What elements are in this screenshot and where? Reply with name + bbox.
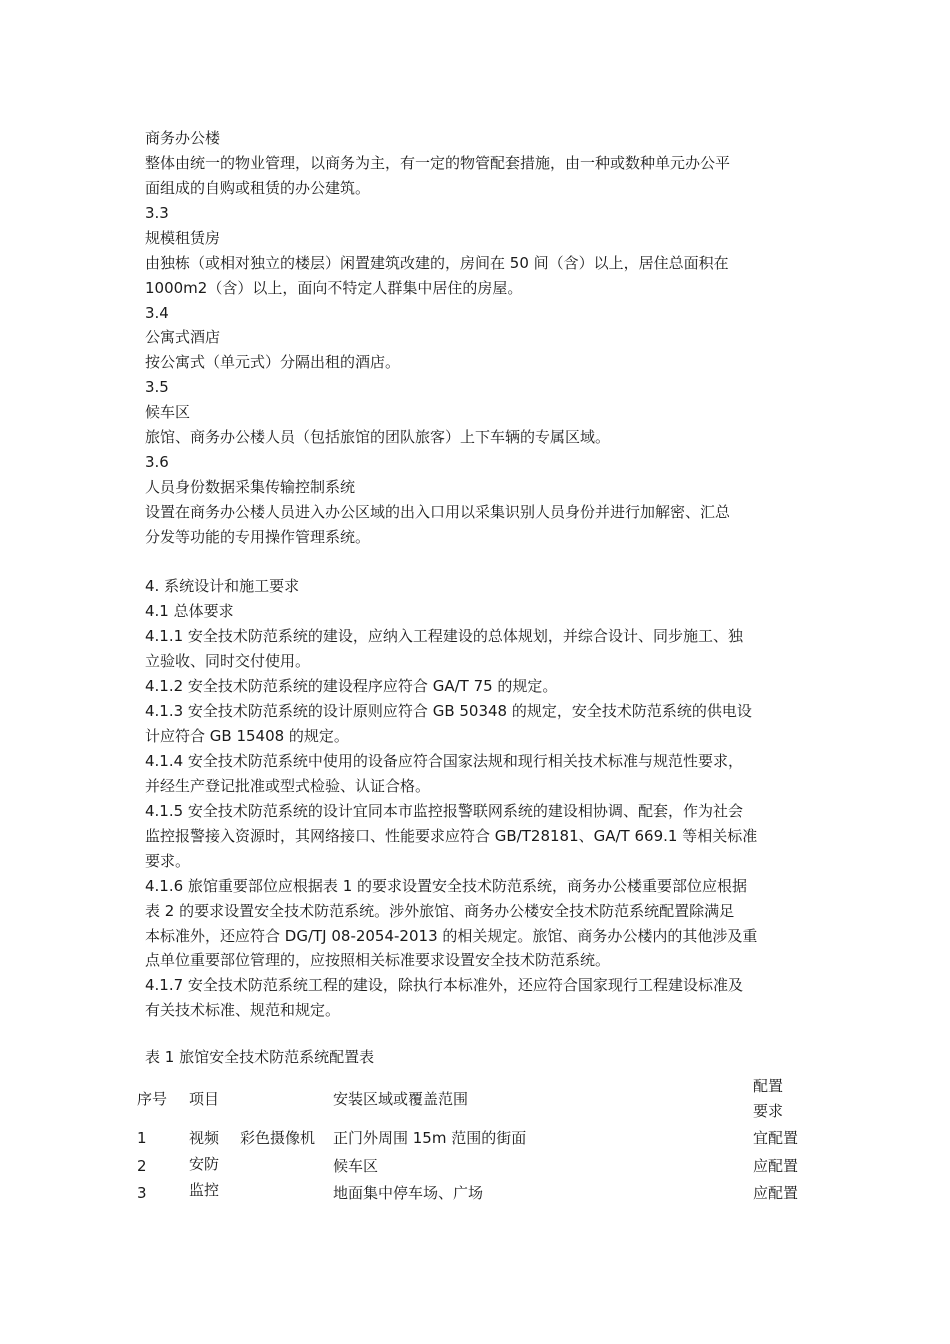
paragraph-line: 1000m2（含）以上，面向不特定人群集中居住的房屋。 — [145, 279, 523, 297]
paragraph-line: 设置在商务办公楼人员进入办公区域的出入口用以采集识别人员身份并进行加解密、汇总 — [145, 503, 731, 521]
header-area: 安装区域或覆盖范围 — [333, 1090, 469, 1108]
term-title: 公寓式酒店 — [145, 328, 221, 346]
clause-line: 要求。 — [145, 852, 191, 870]
row-requirement: 宜配置 — [753, 1129, 799, 1147]
header-item: 项目 — [189, 1090, 220, 1108]
table-caption: 表 1 旅馆安全技术防范系统配置表 — [145, 1048, 375, 1066]
clause-line: 表 2 的要求设置安全技术防范系统。涉外旅馆、商务办公楼安全技术防范系统配置除满足 — [145, 902, 735, 920]
row-seq: 1 — [137, 1129, 147, 1147]
clause-line: 4.1.3 安全技术防范系统的设计原则应符合 GB 50348 的规定，安全技术防范系统的供电设 — [145, 702, 752, 720]
paragraph-line: 面组成的自购或租赁的办公建筑。 — [145, 179, 371, 197]
paragraph-line: 分发等功能的专用操作管理系统。 — [145, 528, 371, 546]
category-cell: 视频 — [189, 1129, 220, 1147]
clause-line: 点单位重要部位管理的，应按照相关标准要求设置安全技术防范系统。 — [145, 951, 611, 969]
term-title: 规模租赁房 — [145, 229, 221, 247]
header-seq: 序号 — [137, 1090, 168, 1108]
chapter-heading: 4. 系统设计和施工要求 — [145, 577, 300, 595]
row-area: 地面集中停车场、广场 — [333, 1184, 484, 1202]
header-requirement: 配置 — [753, 1077, 784, 1095]
row-area: 正门外周围 15m 范围的街面 — [333, 1129, 527, 1147]
clause-line: 4.1.1 安全技术防范系统的建设，应纳入工程建设的总体规划，并综合设计、同步施工、独 — [145, 627, 743, 645]
clause-line: 并经生产登记批准或型式检验、认证合格。 — [145, 777, 431, 795]
row-requirement: 应配置 — [753, 1184, 799, 1202]
paragraph-line: 由独栋（或相对独立的楼层）闲置建筑改建的，房间在 50 间（含）以上，居住总面积在 — [145, 254, 729, 272]
clause-line: 有关技术标准、规范和规定。 — [145, 1001, 341, 1019]
row-area: 候车区 — [333, 1157, 379, 1175]
clause-line: 计应符合 GB 15408 的规定。 — [145, 727, 349, 745]
section-number: 3.6 — [145, 453, 169, 471]
paragraph-line: 按公寓式（单元式）分隔出租的酒店。 — [145, 353, 401, 371]
section-number: 3.3 — [145, 204, 169, 222]
section-number: 3.5 — [145, 378, 169, 396]
row-seq: 2 — [137, 1157, 147, 1175]
clause-line: 4.1.2 安全技术防范系统的建设程序应符合 GA/T 75 的规定。 — [145, 677, 558, 695]
section-number: 3.4 — [145, 304, 169, 322]
paragraph-line: 整体由统一的物业管理，以商务为主，有一定的物管配套措施，由一种或数种单元办公平 — [145, 154, 731, 172]
clause-line: 监控报警接入资源时，其网络接口、性能要求应符合 GB/T28181、GA/T 669.1 等相关标准 — [145, 827, 758, 845]
paragraph-line: 旅馆、商务办公楼人员（包括旅馆的团队旅客）上下车辆的专属区域。 — [145, 428, 611, 446]
clause-line: 4.1.6 旅馆重要部位应根据表 1 的要求设置安全技术防范系统，商务办公楼重要部位应根据 — [145, 877, 748, 895]
clause-line: 立验收、同时交付使用。 — [145, 652, 311, 670]
clause-line: 4.1.5 安全技术防范系统的设计宜同本市监控报警联网系统的建设相协调、配套，作为社会 — [145, 802, 743, 820]
clause-line: 4.1.4 安全技术防范系统中使用的设备应符合国家法规和现行相关技术标准与规范性要求， — [145, 752, 743, 770]
row-requirement: 应配置 — [753, 1157, 799, 1175]
device-cell: 彩色摄像机 — [240, 1129, 316, 1147]
section-heading: 4.1 总体要求 — [145, 602, 234, 620]
clause-line: 4.1.7 安全技术防范系统工程的建设，除执行本标准外，还应符合国家现行工程建设标准及 — [145, 976, 743, 994]
term-title: 候车区 — [145, 403, 191, 421]
header-requirement: 要求 — [753, 1102, 784, 1120]
term-title: 人员身份数据采集传输控制系统 — [145, 478, 356, 496]
row-seq: 3 — [137, 1184, 147, 1202]
category-cell: 监控 — [189, 1181, 220, 1199]
category-cell: 安防 — [189, 1155, 220, 1173]
clause-line: 本标准外，还应符合 DG/TJ 08-2054-2013 的相关规定。旅馆、商务办公楼内的其他涉及重 — [145, 927, 758, 945]
term-title: 商务办公楼 — [145, 129, 221, 147]
